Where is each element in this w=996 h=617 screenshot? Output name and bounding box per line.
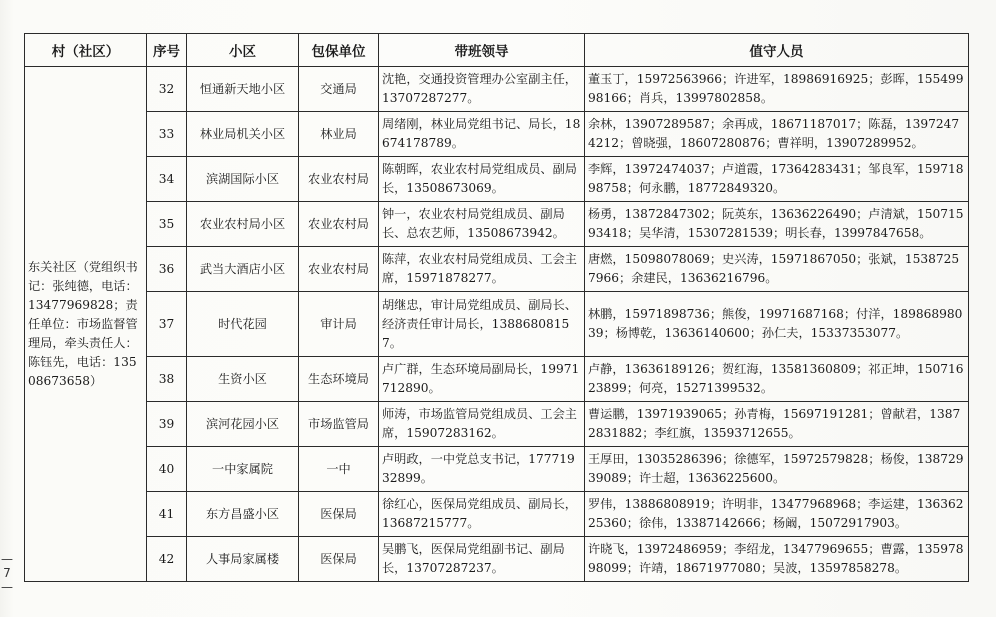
seq-cell: 36 [147, 247, 187, 292]
leader-cell: 周绪刚，林业局党组书记、局长，18674178789。 [379, 112, 585, 157]
table-row [25, 447, 969, 492]
staff-cell: 卢静，13636189126；贺红海，13581360809；祁正坤，15071623899；何亮，15271399532。 [585, 357, 969, 402]
seq-cell: 42 [147, 537, 187, 582]
staff-cell: 王厚田，13035286396；徐德军，15972579828；杨俊，13872939089；许士超，13636225600。 [585, 447, 969, 492]
table-row [25, 202, 969, 247]
staff-cell: 李辉，13972474037；卢道霞，17364283431；邹良军，15971898758；何永鹏，18772849320。 [585, 157, 969, 202]
table-header [25, 34, 969, 67]
header-community: 小区 [187, 34, 299, 67]
header-village: 村（社区） [25, 34, 147, 67]
header-staff: 值守人员 [585, 34, 969, 67]
community-cell: 恒通新天地小区 [187, 67, 299, 112]
unit-cell: 审计局 [299, 292, 379, 357]
community-cell: 东方昌盛小区 [187, 492, 299, 537]
unit-cell: 生态环境局 [299, 357, 379, 402]
table-row [25, 537, 969, 582]
header-leader: 带班领导 [379, 34, 585, 67]
table-row [25, 247, 969, 292]
community-cell: 农业农村局小区 [187, 202, 299, 247]
unit-cell: 医保局 [299, 537, 379, 582]
leader-cell: 吴鹏飞，医保局党组副书记、副局长，13707287237。 [379, 537, 585, 582]
unit-cell: 医保局 [299, 492, 379, 537]
staff-cell: 杨勇，13872847302；阮英东，13636226490；卢清斌，15071593418；吴华清，15307281539；明长春，13997847658。 [585, 202, 969, 247]
seq-cell: 35 [147, 202, 187, 247]
unit-cell: 一中 [299, 447, 379, 492]
seq-cell: 40 [147, 447, 187, 492]
header-row [25, 34, 969, 67]
community-cell: 武当大酒店小区 [187, 247, 299, 292]
table-row [25, 67, 969, 112]
table-body [25, 67, 969, 582]
staff-cell: 曹运鹏，13971939065；孙青梅，15697191281；曾献君，13872831882；李红旗，13593712655。 [585, 402, 969, 447]
unit-cell: 林业局 [299, 112, 379, 157]
seq-cell: 38 [147, 357, 187, 402]
staff-cell: 许晓飞，13972486959；李绍龙，13477969655；曹露，13597898099；许靖，18671977080；吴波，13597858278。 [585, 537, 969, 582]
seq-cell: 41 [147, 492, 187, 537]
page-number: — 7 — [1, 552, 13, 594]
seq-cell: 37 [147, 292, 187, 357]
staff-cell: 唐燃，15098078069；史兴涛，15971867050；张斌，15387257966；余建民，13636216796。 [585, 247, 969, 292]
table-row [25, 112, 969, 157]
leader-cell: 钟一，农业农村局党组成员、副局长、总农艺师，13508673942。 [379, 202, 585, 247]
leader-cell: 卢广群，生态环境局副局长，19971712890。 [379, 357, 585, 402]
seq-cell: 34 [147, 157, 187, 202]
seq-cell: 33 [147, 112, 187, 157]
table-row [25, 402, 969, 447]
leader-cell: 师涛，市场监管局党组成员、工会主席，15907283162。 [379, 402, 585, 447]
staff-cell: 罗伟，13886808919；许明非，13477968968；李运建，13636225360；徐伟，13387142666；杨阚，15072917903。 [585, 492, 969, 537]
leader-cell: 徐红心，医保局党组成员、副局长，13687215777。 [379, 492, 585, 537]
header-unit: 包保单位 [299, 34, 379, 67]
community-cell: 林业局机关小区 [187, 112, 299, 157]
table-row [25, 357, 969, 402]
table-row [25, 292, 969, 357]
table-row [25, 492, 969, 537]
unit-cell: 农业农村局 [299, 157, 379, 202]
community-cell: 生资小区 [187, 357, 299, 402]
community-cell: 滨湖国际小区 [187, 157, 299, 202]
header-seq: 序号 [147, 34, 187, 67]
unit-cell: 交通局 [299, 67, 379, 112]
community-cell: 一中家属院 [187, 447, 299, 492]
village-cell: 东关社区（党组织书记：张纯德，电话：13477969828；责任单位：市场监督管理局，牵头责任人：陈钰先，电话：13508673658） [25, 67, 147, 582]
leader-cell: 陈朝晖，农业农村局党组成员、副局长，13508673069。 [379, 157, 585, 202]
leader-cell: 陈萍，农业农村局党组成员、工会主席，15971878277。 [379, 247, 585, 292]
table-row [25, 157, 969, 202]
duty-roster-table [24, 33, 969, 582]
staff-cell: 林鹏，15971898736；熊俊，19971687168；付洋，18986898039；杨博乾，13636140600；孙仁夫，15337353077。 [585, 292, 969, 357]
seq-cell: 39 [147, 402, 187, 447]
unit-cell: 农业农村局 [299, 247, 379, 292]
leader-cell: 沈艳，交通投资管理办公室副主任，13707287277。 [379, 67, 585, 112]
community-cell: 滨河花园小区 [187, 402, 299, 447]
community-cell: 人事局家属楼 [187, 537, 299, 582]
leader-cell: 胡继忠，审计局党组成员、副局长、经济责任审计局长，13886808157。 [379, 292, 585, 357]
leader-cell: 卢明政，一中党总支书记，17771932899。 [379, 447, 585, 492]
staff-cell: 余林，13907289587；余再成，18671187017；陈磊，13972474212；曾晓强，18607280876；曹祥明，13907289952。 [585, 112, 969, 157]
unit-cell: 市场监管局 [299, 402, 379, 447]
seq-cell: 32 [147, 67, 187, 112]
staff-cell: 董玉丁，15972563966；许进军，18986916925；彭晖，15549998166；肖兵，13997802858。 [585, 67, 969, 112]
unit-cell: 农业农村局 [299, 202, 379, 247]
community-cell: 时代花园 [187, 292, 299, 357]
